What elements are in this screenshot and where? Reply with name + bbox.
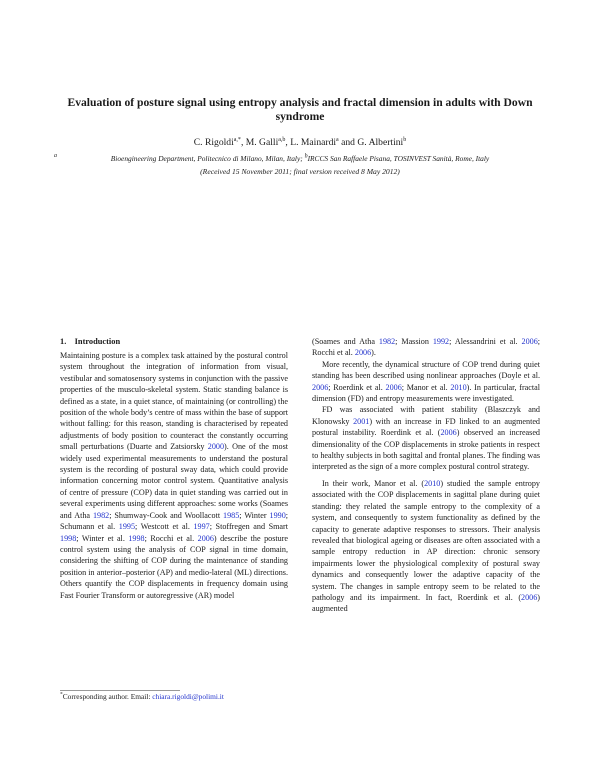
author-list	[60, 137, 540, 149]
body-text: ; Rocchi et al.	[312, 337, 541, 358]
citation-link[interactable]: 1992	[432, 337, 450, 346]
footnote-mark: *	[60, 691, 63, 698]
paper-title: Evaluation of posture signal using entropy analysis and fractal dimension in adults with Down syndrome	[67, 96, 533, 123]
citation-link[interactable]: 1998	[128, 533, 145, 543]
body-text: ) augmented	[312, 592, 540, 614]
body-text: ) describe the posture control system using the analysis of COP signal in time domain, considering the shifting of COP during the maintenance of standing position in anterior–posterior (AP) and medio-lateral (ML) directions. Others quantify the COP displacements in frequency domain using Fast Fourier Transform or autoregressive (AR) model	[60, 533, 289, 600]
body-paragraph	[312, 478, 540, 615]
citation-link[interactable]: 2000	[207, 442, 225, 452]
citation-link[interactable]: 1995	[118, 522, 136, 532]
body-text: ; Massion	[395, 337, 433, 346]
affiliations	[40, 154, 560, 164]
body-text: (Soames and Atha	[312, 337, 379, 346]
author-affiliation-mark: a,*	[233, 136, 241, 143]
citation-link[interactable]: 1997	[193, 522, 210, 532]
body-text: ; Alessandrini et al.	[449, 337, 522, 346]
corresponding-author-footnote	[60, 692, 224, 702]
body-text: ) studied the sample entropy associated with the COP displacements in sagittal plane during quiet standing: they related the sample entropy to the complexity of a system, and consequently to system functionality as defined by the capacity to generate adaptive responses to stressors. Their analysis revealed that biological ageing or diseases are often associated with a sample entropy reduction in AP direction: chronic sensory impairments lower the physiological complexity of postural sway dynamics and consequently lower the adaptive capacity of the system. The changes in sample entropy seem to be related to the pathology and its impairment. In fact, Roerdink et al. (	[312, 478, 540, 602]
body-text: ) with an increase in FD linked to an augmented postural instability. Roerdink et al. (	[312, 416, 540, 438]
section-heading	[60, 336, 288, 347]
body-text: ; Westcott et al.	[135, 522, 194, 532]
citation-link[interactable]: 2006	[197, 533, 214, 543]
author-name: M. Galli	[245, 137, 279, 148]
citation-link[interactable]: 2006	[385, 382, 402, 392]
footnote-divider	[60, 690, 180, 691]
author-separator: ,	[240, 137, 246, 148]
right-column	[312, 336, 540, 615]
body-text: ; Roerdink et al.	[328, 382, 386, 392]
body-text: ). In particular, fractal dimension (FD) and entropy measurements were investigated.	[312, 382, 540, 404]
body-paragraph	[312, 404, 540, 472]
citation-link[interactable]: 1998	[60, 533, 77, 543]
body-text: ; Shumway-Cook and Woollacott	[109, 510, 224, 520]
citation-link[interactable]: 2006	[440, 428, 457, 438]
body-text: ; Stoffregen and Smart	[209, 522, 288, 532]
author-name: C. Rigoldi	[193, 137, 234, 148]
author-separator: ,	[285, 137, 291, 148]
section-number: 1.	[60, 337, 67, 346]
citation-link[interactable]: 1990	[269, 510, 286, 520]
body-text: ).	[371, 348, 376, 358]
body-text: ; Manor et al.	[401, 382, 451, 392]
citation-link[interactable]: 2006	[521, 337, 538, 346]
citation-link[interactable]: 2010	[424, 478, 441, 488]
body-paragraph	[312, 336, 540, 359]
body-text: ; Winter	[239, 510, 270, 520]
body-text: In their work, Manor et al. (	[322, 478, 425, 488]
citation-link[interactable]: 2010	[450, 382, 467, 392]
body-paragraph	[312, 359, 540, 405]
affiliation-mark-a: a	[54, 153, 57, 159]
intro-paragraph	[60, 350, 288, 601]
citation-link[interactable]: 2006	[312, 382, 329, 392]
body-text: ) observed an increased dimensionality of the COP displacements in stroke patients in respect to healthy subjects in both sagittal and frontal planes. The finding was interpreted as the sign of a more complex postural control strategy.	[312, 428, 540, 472]
body-text: ; Schumann et al.	[60, 510, 289, 532]
citation-link[interactable]: 2001	[353, 416, 370, 426]
author-name: L. Mainardi	[290, 137, 337, 148]
affiliation-a: Bioengineering Department, Politecnico di Milano, Milan, Italy;	[110, 154, 303, 163]
author-separator: and	[338, 137, 358, 148]
affiliation-b: IRCCS San Raffaele Pisana, TOSINVEST Sanità, Rome, Italy	[307, 154, 490, 163]
citation-link[interactable]: 2006	[354, 348, 372, 358]
received-dates: (Received 15 November 2011; final version received 8 May 2012)	[200, 167, 400, 176]
citation-link[interactable]: 1982	[92, 510, 110, 520]
author-affiliation-mark: a	[336, 136, 339, 143]
citation-link[interactable]: 1985	[223, 510, 240, 520]
body-text: FD was associated with patient stability (Blaszczyk and Klonowsky	[312, 405, 540, 426]
citation-link[interactable]: 2006	[521, 592, 538, 602]
body-text: Maintaining posture is a complex task attained by the postural control system throughout the integration of information from visual, vestibular and somatosensory systems in conjunction with the passive properties of the musculo-skeletal system. Static standing balance is defined as a state, in a quiet stance, of maintaining (or controlling) the position of the whole body’s centre of mass within the base of support without falling: for this reason, standing is characterised by repeated adjustments of body position to counteract the constantly occurring small perturbations (Duarte and Zatsiorsky	[60, 351, 288, 452]
author-name: G. Albertini	[357, 137, 404, 148]
section-title: Introduction	[74, 337, 121, 346]
left-column	[60, 336, 288, 601]
body-text: ; Rocchi et al.	[144, 533, 198, 543]
email-link[interactable]: chiara.rigoldi@polimi.it	[152, 692, 224, 701]
author-affiliation-mark: a,b	[278, 136, 286, 143]
body-text: ; Winter et al.	[76, 533, 129, 543]
footnote-label: Corresponding author. Email:	[62, 692, 153, 701]
body-text: More recently, the dynamical structure of COP trend during quiet standing has been described using nonlinear approaches (Doyle et al.	[312, 359, 540, 381]
citation-link[interactable]: 1982	[378, 337, 396, 346]
author-affiliation-mark: b	[403, 136, 407, 143]
body-text: ). One of the most widely used experimental measurements to understand the postural system is the recording of postural sway data, which could provide information concerning motor control system. Quantitative analysis of centre of pressure (COP) data in quiet standing was carried out in several experiments using different approaches: some works (Soames and Atha	[60, 442, 288, 520]
affiliation-mark-b: b	[304, 153, 308, 160]
